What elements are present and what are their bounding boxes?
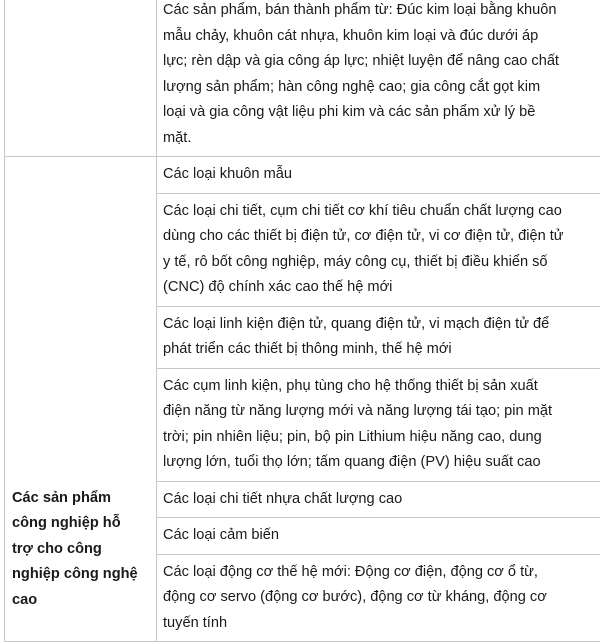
text-line: mặt. xyxy=(163,126,599,152)
table-cell xyxy=(157,193,600,306)
category-line: nghiệp công nghệ xyxy=(12,562,152,588)
category-line: cao xyxy=(12,588,152,614)
text-line: Các loại khuôn mẫu xyxy=(163,162,599,188)
text-line: (CNC) độ chính xác cao thế hệ mới xyxy=(163,275,599,301)
category-line: Các sản phẩm xyxy=(12,486,152,512)
table-cell xyxy=(157,0,600,157)
table-cell xyxy=(157,306,600,368)
products-table xyxy=(4,0,600,642)
text-line: phát triển các thiết bị thông minh, thế hệ mới xyxy=(163,337,599,363)
text-line: Các loại cảm biến xyxy=(163,523,599,549)
table-cell xyxy=(157,157,600,194)
empty-category-cell xyxy=(5,0,157,157)
category-cell xyxy=(5,157,157,642)
text-line: y tế, rô bốt công nghiệp, máy công cụ, thiết bị điều khiển số xyxy=(163,250,599,276)
text-line: Các cụm linh kiện, phụ tùng cho hệ thống thiết bị sản xuất xyxy=(163,374,599,400)
text-line: Các loại động cơ thế hệ mới: Động cơ điện, động cơ ổ từ, xyxy=(163,560,599,586)
table-cell xyxy=(157,481,600,518)
category-line: trợ cho công xyxy=(12,537,152,563)
text-line: Các loại linh kiện điện tử, quang điện tử, vi mạch điện tử để xyxy=(163,312,599,338)
table-row xyxy=(5,157,600,194)
text-line: động cơ servo (động cơ bước), động cơ từ kháng, động cơ xyxy=(163,585,599,611)
text-line: mẫu chảy, khuôn cát nhựa, khuôn kim loại và đúc dưới áp xyxy=(163,24,599,50)
text-line: loại và gia công vật liệu phi kim và các sản phẩm xử lý bề xyxy=(163,100,599,126)
table-cell xyxy=(157,368,600,481)
text-line: lượng lớn, tuổi thọ lớn; tấm quang điện (PV) hiệu suất cao xyxy=(163,450,599,476)
table-cell xyxy=(157,518,600,555)
text-line: Các loại chi tiết, cụm chi tiết cơ khí tiêu chuẩn chất lượng cao xyxy=(163,199,599,225)
text-line: dùng cho các thiết bị điện tử, cơ điện tử, vi cơ điện tử, điện tử xyxy=(163,224,599,250)
text-line: trời; pin nhiên liệu; pin, bộ pin Lithium hiệu năng cao, dung xyxy=(163,425,599,451)
text-line: Các loại chi tiết nhựa chất lượng cao xyxy=(163,487,599,513)
text-line: điện năng từ năng lượng mới và năng lượng tái tạo; pin mặt xyxy=(163,399,599,425)
text-line: lượng sản phẩm; hàn công nghệ cao; gia công cắt gọt kim xyxy=(163,75,599,101)
category-line: công nghiệp hỗ xyxy=(12,511,152,537)
text-line: lực; rèn dập và gia công áp lực; nhiệt luyện để nâng cao chất xyxy=(163,49,599,75)
text-line: tuyến tính xyxy=(163,611,599,637)
table-row xyxy=(5,0,600,157)
table-cell xyxy=(157,554,600,642)
text-line: Các sản phẩm, bán thành phẩm từ: Đúc kim loại bằng khuôn xyxy=(163,0,599,24)
